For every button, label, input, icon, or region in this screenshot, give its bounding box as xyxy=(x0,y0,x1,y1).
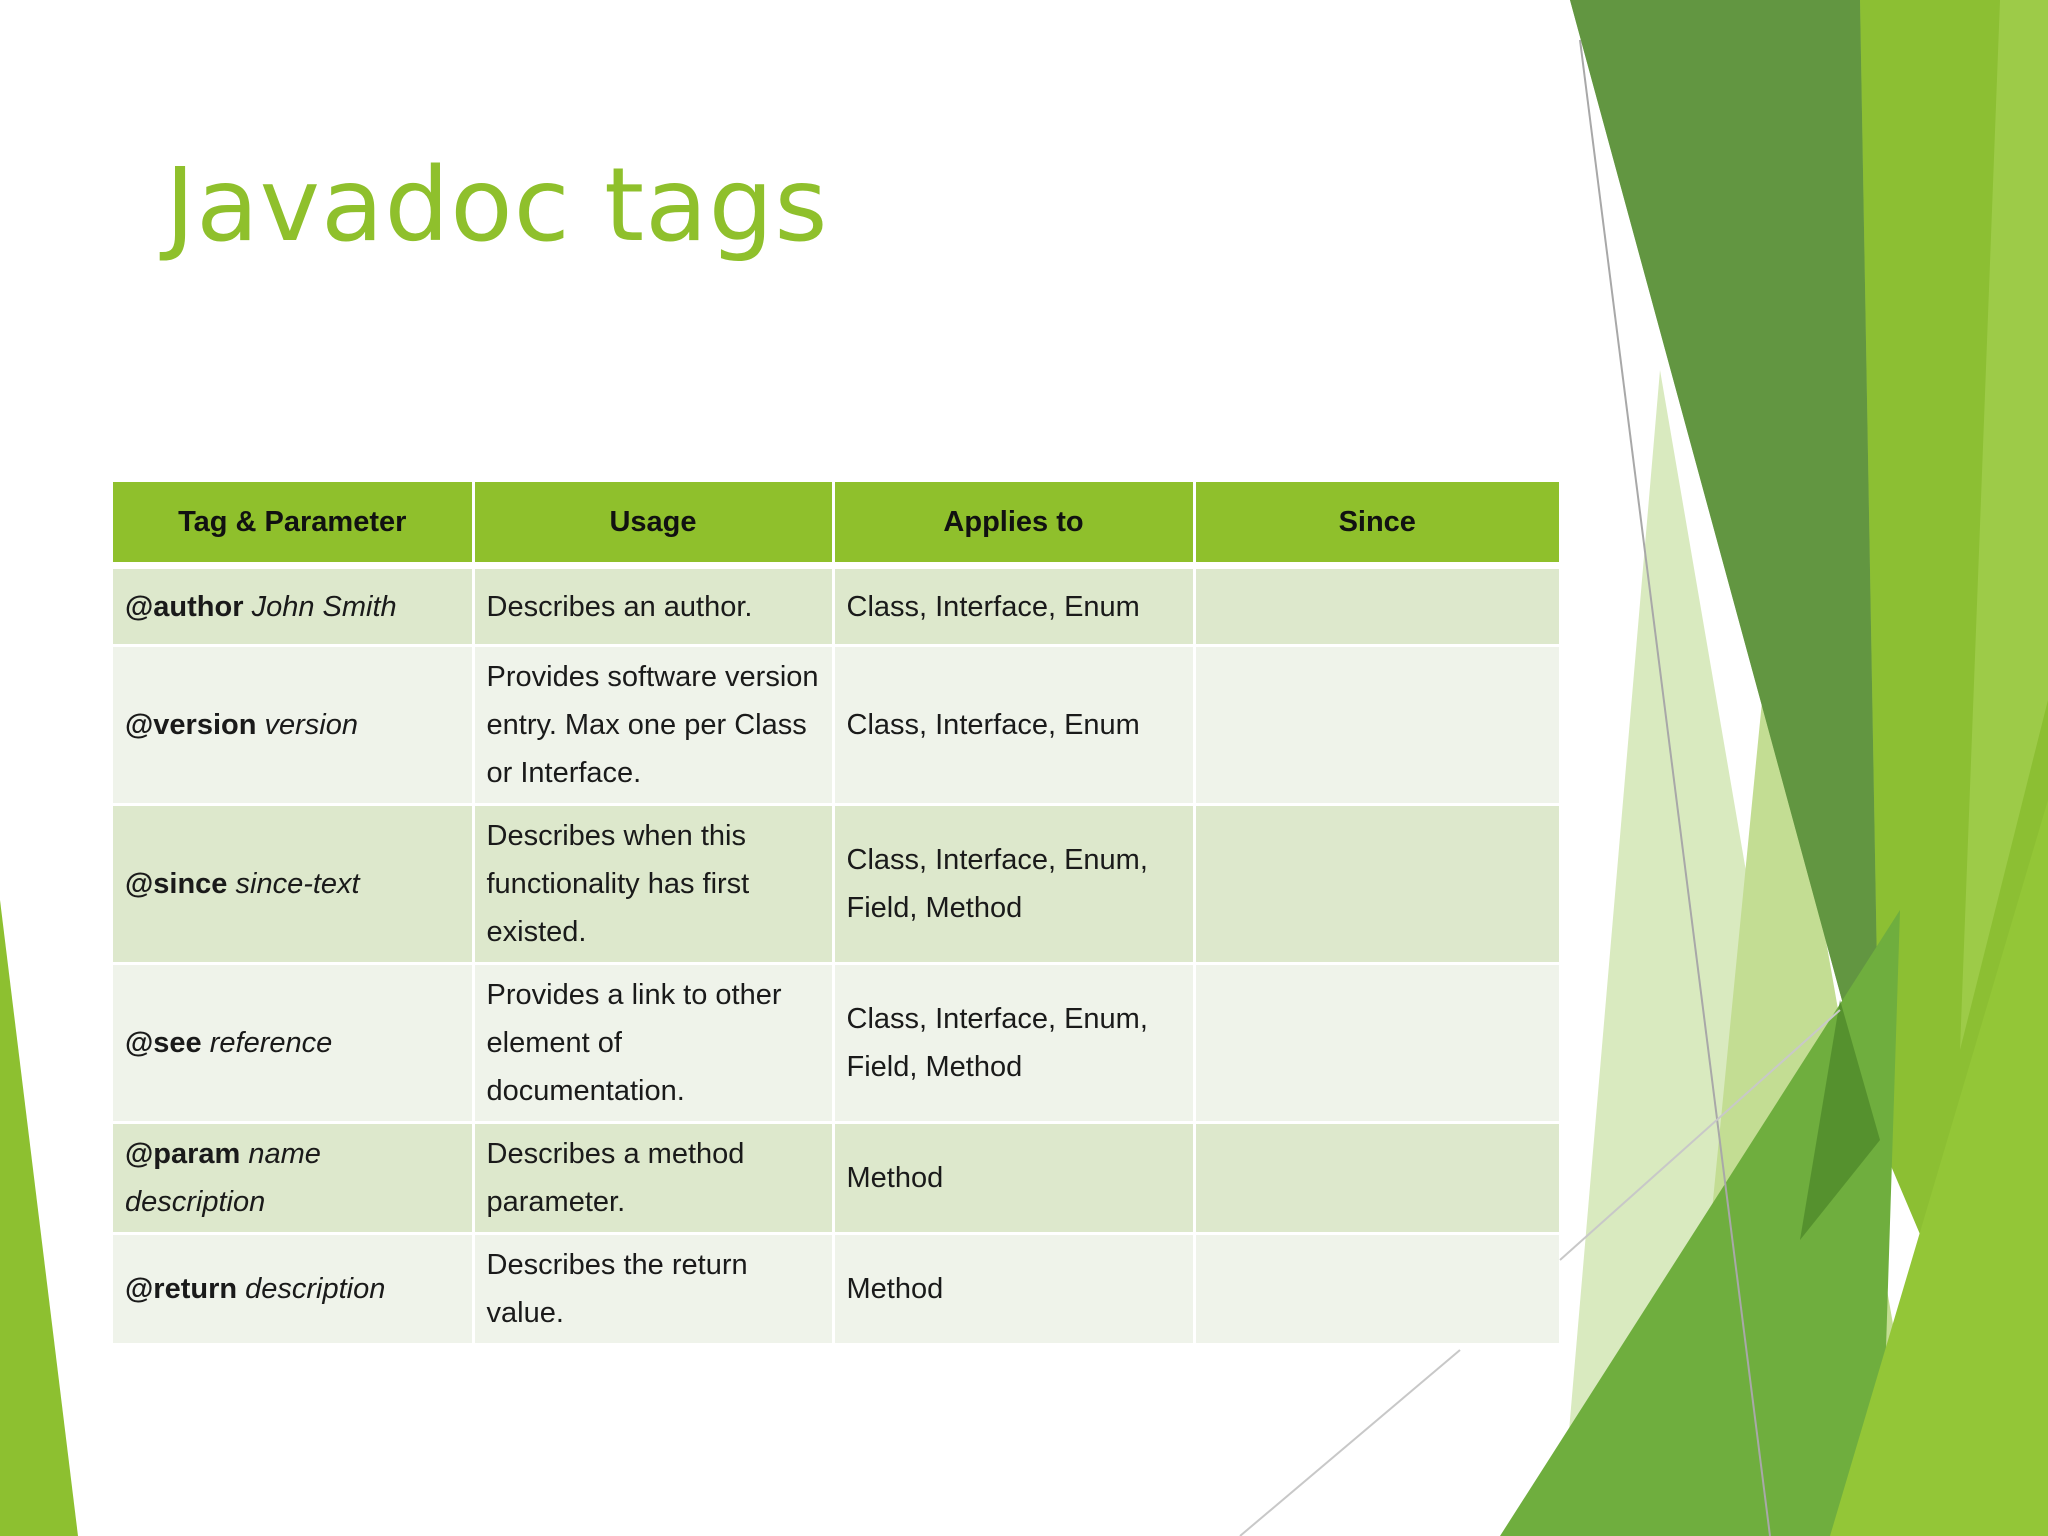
tag-param: description xyxy=(245,1273,386,1305)
usage-cell: Describes the return value. xyxy=(473,1234,833,1345)
applies-cell: Method xyxy=(833,1234,1194,1345)
header-tag-parameter: Tag & Parameter xyxy=(113,482,473,566)
tag-cell xyxy=(113,1234,473,1345)
tag-param: John Smith xyxy=(251,590,397,623)
usage-cell: Provides software version entry. Max one per Class or Interface. xyxy=(473,646,833,805)
tag-cell xyxy=(113,805,473,964)
table-row xyxy=(113,566,1559,646)
since-cell xyxy=(1194,805,1559,964)
tag-param: since-text xyxy=(235,868,360,900)
header-usage: Usage xyxy=(473,482,833,566)
tag-cell xyxy=(113,566,473,646)
applies-cell: Class, Interface, Enum, Field, Method xyxy=(833,805,1194,964)
since-cell xyxy=(1194,1123,1559,1234)
header-since: Since xyxy=(1194,482,1559,566)
tag-param: version xyxy=(264,709,358,741)
tag-cell xyxy=(113,646,473,805)
tag-name: @param xyxy=(125,1138,241,1170)
tag-name: @author xyxy=(125,590,244,623)
applies-cell: Class, Interface, Enum, Field, Method xyxy=(833,964,1194,1123)
usage-cell: Describes a method parameter. xyxy=(473,1123,833,1234)
slide-title: Javadoc tags xyxy=(165,146,829,265)
table-row xyxy=(113,805,1559,964)
usage-cell: Describes when this functionality has first existed. xyxy=(473,805,833,964)
tag-name: @version xyxy=(125,709,257,741)
since-cell xyxy=(1194,646,1559,805)
decor-left-wedge xyxy=(0,900,78,1536)
tag-name: @see xyxy=(125,1027,202,1059)
applies-cell: Method xyxy=(833,1123,1194,1234)
applies-cell: Class, Interface, Enum xyxy=(833,566,1194,646)
table-row xyxy=(113,964,1559,1123)
table-row xyxy=(113,1123,1559,1234)
tag-param: name description xyxy=(125,1138,321,1218)
applies-cell: Class, Interface, Enum xyxy=(833,646,1194,805)
header-applies-to: Applies to xyxy=(833,482,1194,566)
javadoc-tags-table xyxy=(113,482,1559,1346)
since-cell xyxy=(1194,1234,1559,1345)
table-header-row xyxy=(113,482,1559,566)
tag-name: @return xyxy=(125,1273,238,1305)
table-row xyxy=(113,646,1559,805)
tag-cell xyxy=(113,964,473,1123)
table-row xyxy=(113,1234,1559,1345)
decor-line-3 xyxy=(1240,1350,1460,1536)
tag-param: reference xyxy=(209,1027,333,1059)
usage-cell: Provides a link to other element of documentation. xyxy=(473,964,833,1123)
tag-name: @since xyxy=(125,868,228,900)
usage-cell: Describes an author. xyxy=(473,566,833,646)
since-cell xyxy=(1194,964,1559,1123)
since-cell xyxy=(1194,566,1559,646)
tag-cell xyxy=(113,1123,473,1234)
